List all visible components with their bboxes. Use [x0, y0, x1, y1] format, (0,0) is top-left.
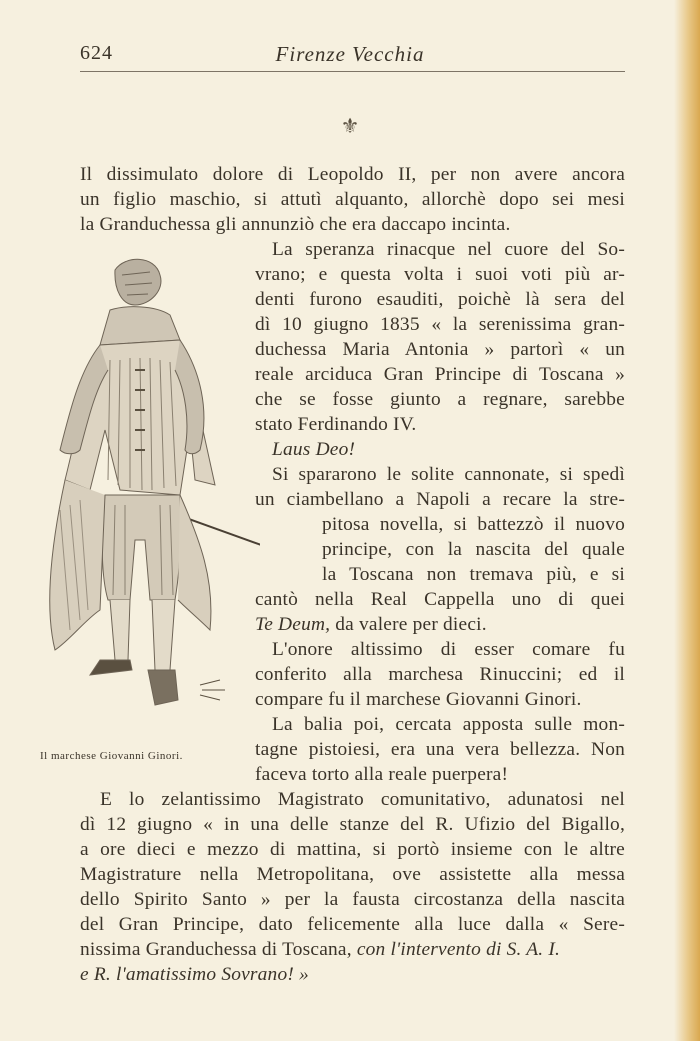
- text-line: La speranza rinacque nel cuore del So-: [272, 239, 625, 260]
- fleur-de-lis-icon: ⚜: [340, 114, 360, 138]
- text-line: faceva torto alla reale puerpera!: [255, 764, 509, 785]
- text-line: [80, 937, 560, 962]
- illustration-caption: Il marchese Giovanni Ginori.: [40, 750, 183, 762]
- text-line: Laus Deo!: [272, 439, 356, 460]
- text-line: pitosa novella, si battezzò il nuovo: [322, 514, 625, 535]
- text-line: duchessa Maria Antonia » partorì « un: [255, 339, 625, 360]
- text-line: denti furono esauditi, poichè là sera del: [255, 289, 625, 310]
- page-header: [0, 40, 700, 80]
- text-line: reale arciduca Gran Principe di Toscana »: [255, 364, 625, 385]
- text-line: del Gran Principe, dato felicemente alla luce dalla « Sere-: [80, 914, 625, 935]
- text-fragment: nissima Granduchessa di Toscana,: [80, 939, 357, 960]
- text-line: a ore dieci e mezzo di mattina, si portò insieme con le altre: [80, 839, 625, 860]
- text-line: principe, con la nascita del quale: [322, 539, 625, 560]
- text-line: dì 12 giugno « in una delle stanze del R. Ufizio del Bigallo,: [80, 814, 625, 835]
- text-line: dì 10 giugno 1835 « la serenissima gran-: [255, 314, 625, 335]
- text-line: la Toscana non tremava più, e si: [322, 564, 625, 585]
- text-line: [255, 612, 487, 637]
- text-line: Si spararono le solite cannonate, si spedì: [272, 464, 625, 485]
- running-title: Firenze Vecchia: [275, 42, 425, 66]
- text-line: E lo zelantissimo Magistrato comunitativo, adunatosi nel: [100, 789, 625, 810]
- engraving-illustration: [30, 250, 260, 740]
- text-line: tagne pistoiesi, era una vera bellezza. Non: [255, 739, 625, 760]
- text-line: la Granduchessa gli annunziò che era daccapo incinta.: [80, 214, 511, 235]
- text-line: dello Spirito Santo » per la fausta circostanza della nascita: [80, 889, 625, 910]
- text-line: cantò nella Real Cappella uno di quei: [255, 589, 625, 610]
- text-line: Magistrature nella Metropolitana, ove assistette alla messa: [80, 864, 625, 885]
- text-line: La balia poi, cercata apposta sulle mon-: [272, 714, 625, 735]
- text-line: compare fu il marchese Giovanni Ginori.: [255, 689, 582, 710]
- text-line: vrano; e questa volta i suoi voti più ar-: [255, 264, 625, 285]
- text-line: un ciambellano a Napoli a recare la stre-: [255, 489, 625, 510]
- page-number: 624: [80, 42, 113, 64]
- text-line: un figlio maschio, si attutì alquanto, allorchè dopo sei mesi: [80, 189, 625, 210]
- text-line: stato Ferdinando IV.: [255, 414, 417, 435]
- text-fragment: da valere per dieci.: [330, 614, 487, 635]
- header-rule: [80, 71, 625, 72]
- text-line: che se fosse giunto a regnare, sarebbe: [255, 389, 625, 410]
- text-line: conferito alla marchesa Rinuccini; ed il: [255, 664, 625, 685]
- italic-text: con l'intervento di S. A. I.: [356, 939, 561, 960]
- page-edge: [674, 0, 700, 1041]
- text-line: L'onore altissimo di esser comare fu: [272, 639, 625, 660]
- text-line: e R. l'amatissimo Sovrano! »: [80, 964, 309, 985]
- text-line: Il dissimulato dolore di Leopoldo II, per non avere ancora: [80, 164, 625, 185]
- te-deum-text: Te Deum,: [255, 614, 331, 635]
